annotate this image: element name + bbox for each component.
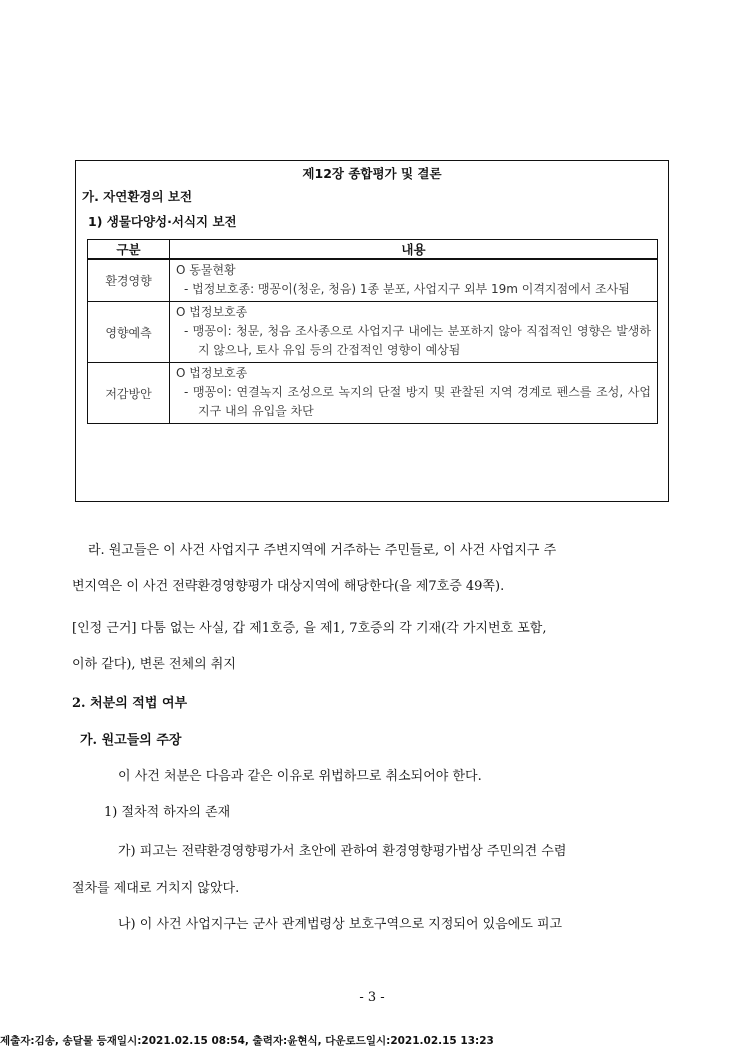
box-section-heading: 가. 자연환경의 보전 bbox=[82, 189, 193, 204]
paragraph-ra-line1: 라. 원고들은 이 사건 사업지구 주변지역에 거주하는 주민들로, 이 사건 사업지구 주 bbox=[88, 543, 557, 558]
row-content bbox=[170, 363, 658, 424]
row-bullet: O 동물현황 bbox=[176, 263, 236, 277]
content-table bbox=[87, 239, 658, 424]
document-footer: 제출자:김송, 송달물 등재일시:2021.02.15 08:54, 출력자:윤현식, 다운로드일시:2021.02.15 13:23 bbox=[0, 1035, 494, 1047]
row-category: 저감방안 bbox=[88, 363, 170, 424]
row-category: 영향예측 bbox=[88, 302, 170, 363]
row-content bbox=[170, 302, 658, 363]
subheading-plaintiff-claims: 가. 원고들의 주장 bbox=[80, 733, 182, 748]
row-bullet: O 법정보호종 bbox=[176, 305, 248, 319]
table-row bbox=[88, 302, 658, 363]
paragraph-ga-line1: 가) 피고는 전략환경영향평가서 초안에 관하여 환경영향평가법상 주민의견 수렴 bbox=[118, 844, 567, 859]
page-number: - 3 - bbox=[359, 990, 385, 1005]
row-dash-item: - 맹꽁이: 청문, 청음 조사종으로 사업지구 내에는 분포하지 않아 직접적인 영향은 발생하지 않으나, 토사 유입 등의 간접적인 영향이 예상됨 bbox=[184, 324, 651, 357]
paragraph-ga-line2: 절차를 제대로 거치지 않았다. bbox=[72, 881, 240, 896]
evidence-basis-line1: [인정 근거] 다툼 없는 사실, 갑 제1호증, 을 제1, 7호증의 각 기재(각 가지번호 포함, bbox=[72, 621, 547, 636]
header-content: 내용 bbox=[170, 240, 658, 260]
row-dash-item: - 법정보호종: 맹꽁이(청운, 청음) 1종 분포, 사업지구 외부 19m 이격지점에서 조사됨 bbox=[184, 282, 630, 296]
row-content bbox=[170, 259, 658, 302]
box-title: 제12장 종합평가 및 결론 bbox=[302, 166, 442, 181]
paragraph-ra-line2: 변지역은 이 사건 전략환경영향평가 대상지역에 해당한다(을 제7호증 49쪽). bbox=[72, 579, 505, 594]
row-category: 환경영향 bbox=[88, 259, 170, 302]
paragraph-na: 나) 이 사건 사업지구는 군사 관계법령상 보호구역으로 지정되어 있음에도 피고 bbox=[118, 917, 563, 932]
evidence-basis-line2: 이하 같다), 변론 전체의 취지 bbox=[72, 657, 236, 672]
box-subsection-heading: 1) 생물다양성·서식지 보전 bbox=[88, 214, 237, 229]
row-bullet: O 법정보호종 bbox=[176, 366, 248, 380]
paragraph-claim-intro: 이 사건 처분은 다음과 같은 이유로 위법하므로 취소되어야 한다. bbox=[118, 769, 482, 784]
row-dash-item: - 맹꽁이: 연결녹지 조성으로 녹지의 단절 방지 및 관찰된 지역 경계로 펜스를 조성, 사업지구 내의 유입을 차단 bbox=[184, 385, 651, 418]
table-row bbox=[88, 363, 658, 424]
header-category: 구분 bbox=[88, 240, 170, 260]
summary-box bbox=[75, 160, 669, 502]
table-row bbox=[88, 259, 658, 302]
section-heading-2: 2. 처분의 적법 여부 bbox=[72, 696, 188, 711]
paragraph-procedural-defect: 1) 절차적 하자의 존재 bbox=[104, 805, 231, 820]
